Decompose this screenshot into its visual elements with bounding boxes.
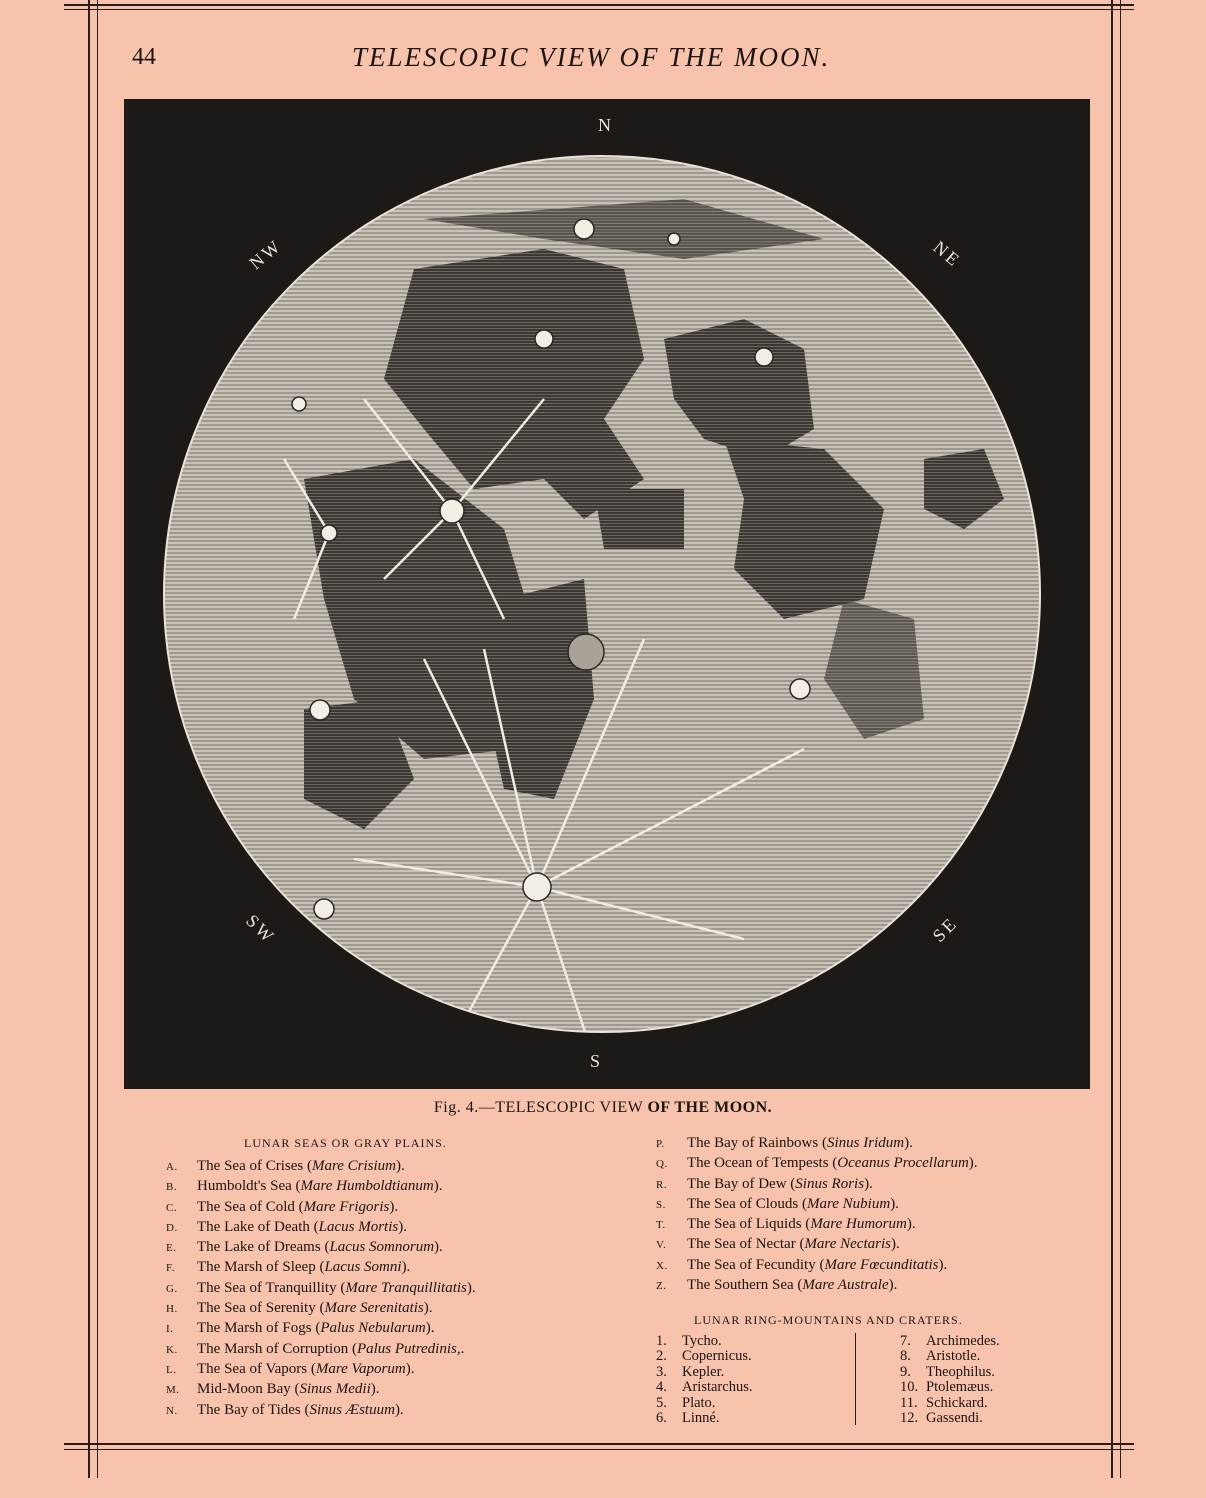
caption-prefix: Fig. 4.—TELESCOPIC VIEW [433, 1099, 643, 1116]
list-item: 2. Copernicus. [656, 1348, 752, 1365]
list-item: C. The Sea of Cold (Mare Frigoris). [166, 1198, 399, 1215]
crater-gassendi-mark [310, 700, 330, 720]
top-rule [64, 4, 1134, 6]
compass-s: S [590, 1051, 604, 1071]
crater-aristotle-mark [755, 348, 773, 366]
list-item: V. The Sea of Nectar (Mare Nectaris). [656, 1236, 900, 1253]
list-item: X. The Sea of Fecundity (Mare Fœcunditatis). [656, 1256, 948, 1273]
list-item: 1. Tycho. [656, 1333, 722, 1349]
crater-tycho-mark [523, 873, 551, 901]
craters-list-right [900, 1334, 1000, 1426]
list-item: 8. Aristotle. [900, 1348, 981, 1365]
list-item: 12. Gassendi. [900, 1409, 983, 1426]
left-frame-rule [88, 0, 90, 1478]
crater-archimedes-mark [535, 330, 553, 348]
crater-linne-mark [668, 233, 680, 245]
list-item: A. The Sea of Crises (Mare Crisium). [166, 1158, 405, 1174]
list-item: I. The Marsh of Fogs (Palus Nebularum). [166, 1320, 435, 1337]
list-item: 4. Aristarchus. [656, 1379, 753, 1396]
seas-list [166, 1156, 476, 1420]
seas-list-continued [656, 1133, 978, 1295]
caption-suffix: OF THE MOON. [647, 1099, 773, 1116]
list-item: B. Humboldt's Sea (Mare Humboldtianum). [166, 1178, 443, 1195]
list-item: Q. The Ocean of Tempests (Oceanus Procellarum). [656, 1155, 978, 1172]
moon-plate [124, 99, 1090, 1089]
right-frame-rule-inner [1120, 0, 1121, 1478]
seas-heading: LUNAR SEAS OR GRAY PLAINS. [244, 1136, 447, 1150]
list-item: Z. The Southern Sea (Mare Australe). [656, 1277, 898, 1294]
left-frame-rule-inner [97, 0, 98, 1478]
crater-kepler-mark [321, 525, 337, 541]
list-item: K. The Marsh of Corruption (Palus Putredinis,. [166, 1340, 465, 1357]
crater-aristarchus-mark [292, 397, 306, 411]
list-item: D. The Lake of Death (Lacus Mortis). [166, 1218, 407, 1235]
list-item: H. The Sea of Serenity (Mare Serenitatis). [166, 1300, 433, 1317]
craters-heading: LUNAR RING-MOUNTAINS AND CRATERS. [694, 1313, 963, 1327]
list-item: N. The Bay of Tides (Sinus Æstuum). [166, 1401, 404, 1418]
list-item: L. The Sea of Vapors (Mare Vaporum). [166, 1360, 415, 1377]
list-item: 11. Schickard. [900, 1394, 988, 1411]
list-item: T. The Sea of Liquids (Mare Humorum). [656, 1216, 916, 1233]
list-item: 5. Plato. [656, 1394, 716, 1411]
figure-caption [0, 1099, 1206, 1117]
list-item: M. Mid-Moon Bay (Sinus Medii). [166, 1381, 380, 1398]
compass-nw: NW [245, 234, 286, 274]
crater-ptolemaeus-mark [568, 634, 604, 670]
list-item: 7. Archimedes. [900, 1333, 1000, 1349]
crater-theophilus-mark [790, 679, 810, 699]
crater-column-divider [855, 1333, 856, 1425]
list-item: S. The Sea of Clouds (Mare Nubium). [656, 1195, 899, 1212]
bottom-rule [64, 1443, 1134, 1445]
list-item: R. The Bay of Dew (Sinus Roris). [656, 1175, 873, 1192]
list-item: G. The Sea of Tranquillity (Mare Tranquillitatis). [166, 1279, 476, 1296]
list-item: 3. Kepler. [656, 1363, 725, 1380]
list-item: F. The Marsh of Sleep (Lacus Somni). [166, 1259, 411, 1276]
top-rule-thin [64, 9, 1134, 10]
bottom-rule-thin [64, 1449, 1134, 1450]
mare-vaporum [594, 489, 684, 549]
list-item: 6. Linné. [656, 1409, 720, 1426]
crater-copernicus-mark [440, 499, 464, 523]
page-number: 44 [132, 44, 156, 70]
list-item: 10. Ptolemæus. [900, 1379, 994, 1396]
right-frame-rule [1111, 0, 1113, 1478]
compass-se: SE [928, 912, 962, 946]
running-title: TELESCOPIC VIEW OF THE MOON. [352, 42, 831, 72]
compass-ne: NE [929, 236, 966, 272]
compass-sw: SW [242, 910, 280, 948]
crater-plato-mark [574, 219, 594, 239]
craters-list-left [656, 1334, 752, 1426]
list-item: P. The Bay of Rainbows (Sinus Iridum). [656, 1135, 913, 1151]
list-item: 9. Theophilus. [900, 1363, 995, 1380]
crater-schickard-mark [314, 899, 334, 919]
compass-n: N [598, 115, 614, 135]
list-item: E. The Lake of Dreams (Lacus Somnorum). [166, 1239, 443, 1256]
